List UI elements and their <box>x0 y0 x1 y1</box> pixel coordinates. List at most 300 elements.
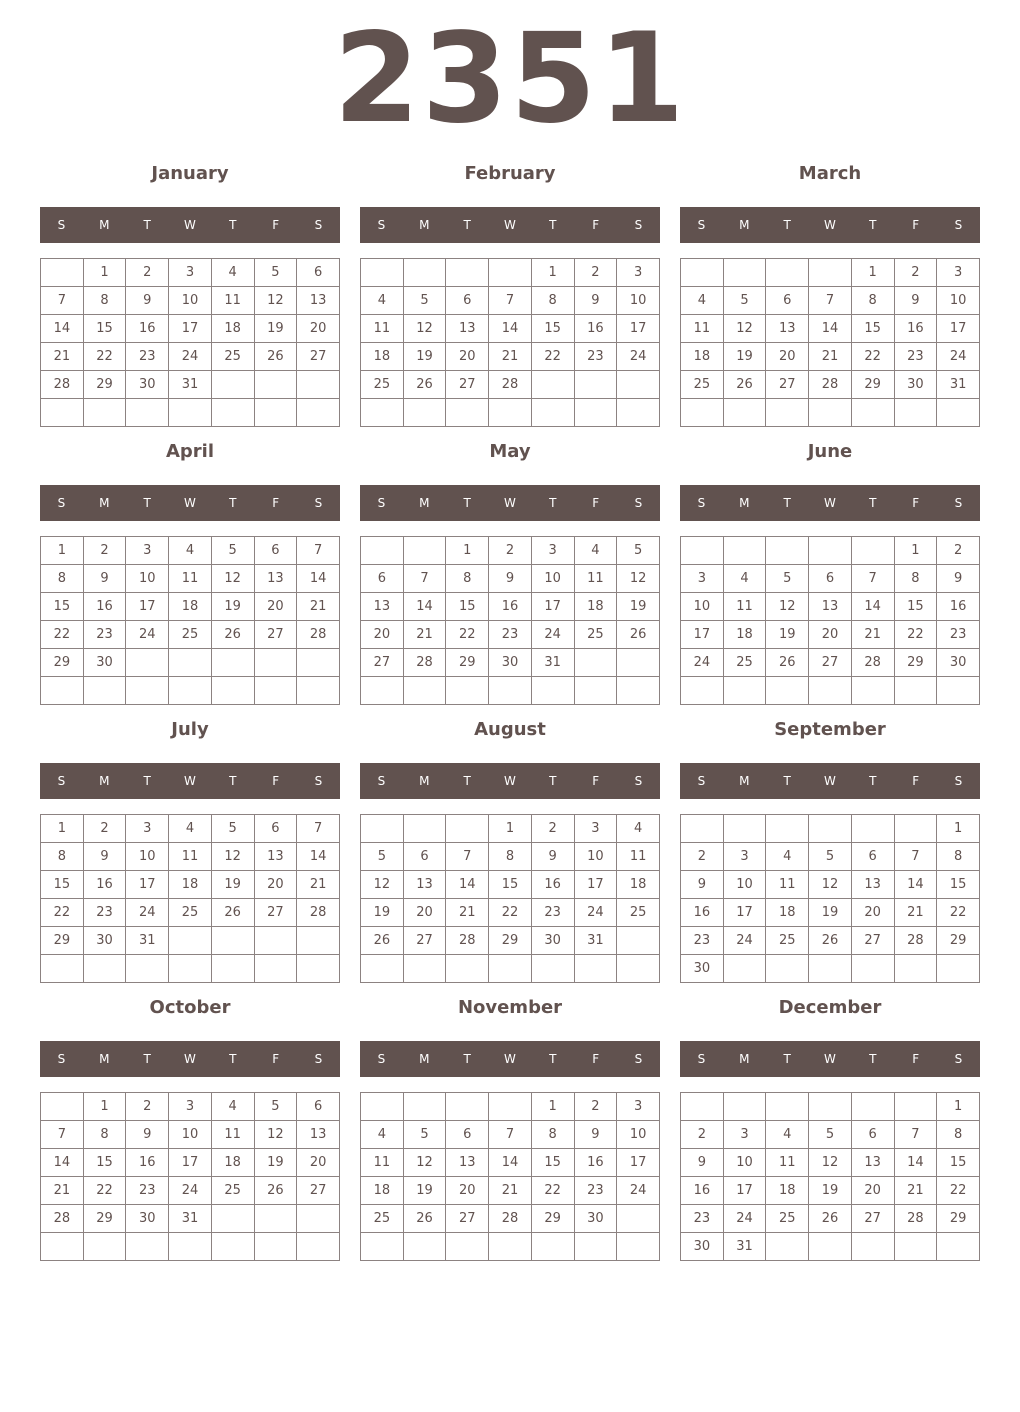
day-cell: 22 <box>83 343 126 371</box>
weekday-label: F <box>912 496 920 510</box>
weekday-label: S <box>377 1052 386 1066</box>
day-cell: 25 <box>723 649 766 677</box>
empty-day-cell <box>894 1233 937 1261</box>
day-cell: 6 <box>809 565 852 593</box>
day-cell: 1 <box>446 537 489 565</box>
empty-day-cell <box>254 677 297 705</box>
week-row <box>681 287 980 315</box>
day-cell: 22 <box>937 1177 980 1205</box>
day-cell: 2 <box>574 259 617 287</box>
empty-day-cell <box>211 1233 254 1261</box>
weekday-label: S <box>954 496 963 510</box>
day-cell: 29 <box>41 927 84 955</box>
empty-day-cell <box>894 677 937 705</box>
day-cell: 6 <box>254 815 297 843</box>
day-cell: 10 <box>617 287 660 315</box>
day-cell: 11 <box>361 1149 404 1177</box>
month-june <box>680 436 980 714</box>
month-title: September <box>774 719 886 740</box>
day-cell: 30 <box>681 955 724 983</box>
week-row <box>681 537 980 565</box>
week-row <box>681 1121 980 1149</box>
month-may <box>360 436 660 714</box>
day-cell: 26 <box>361 927 404 955</box>
empty-day-cell <box>766 1093 809 1121</box>
day-cell: 13 <box>809 593 852 621</box>
day-cell: 5 <box>809 843 852 871</box>
weekday-label: M <box>739 218 750 232</box>
week-row <box>41 843 340 871</box>
empty-day-cell <box>937 1233 980 1261</box>
week-row <box>681 315 980 343</box>
day-cell: 15 <box>531 1149 574 1177</box>
week-row <box>681 593 980 621</box>
day-cell: 26 <box>254 343 297 371</box>
empty-day-cell <box>403 1233 446 1261</box>
weekday-label: S <box>954 1052 963 1066</box>
empty-day-cell <box>681 537 724 565</box>
day-cell: 15 <box>489 871 532 899</box>
empty-day-cell <box>297 649 340 677</box>
week-row <box>41 343 340 371</box>
day-cell: 9 <box>937 565 980 593</box>
day-cell: 8 <box>851 287 894 315</box>
day-cell: 23 <box>126 343 169 371</box>
day-cell: 11 <box>361 315 404 343</box>
day-cell: 11 <box>169 843 212 871</box>
empty-day-cell <box>169 1233 212 1261</box>
day-cell: 4 <box>361 1121 404 1149</box>
day-cell: 26 <box>809 927 852 955</box>
day-cell: 8 <box>894 565 937 593</box>
week-row <box>41 1149 340 1177</box>
day-cell: 17 <box>681 621 724 649</box>
day-cell: 25 <box>361 1205 404 1233</box>
empty-day-cell <box>403 815 446 843</box>
day-cell: 13 <box>446 315 489 343</box>
day-cell: 1 <box>41 537 84 565</box>
day-cell: 7 <box>809 287 852 315</box>
empty-day-cell <box>403 1093 446 1121</box>
weekday-label: W <box>504 218 516 232</box>
weekday-label: S <box>377 218 386 232</box>
day-grid <box>360 814 660 983</box>
empty-day-cell <box>809 1093 852 1121</box>
day-cell: 10 <box>169 287 212 315</box>
day-cell: 30 <box>489 649 532 677</box>
day-cell: 18 <box>617 871 660 899</box>
empty-day-cell <box>531 371 574 399</box>
day-cell: 24 <box>531 621 574 649</box>
empty-day-cell <box>531 1233 574 1261</box>
day-cell: 16 <box>126 315 169 343</box>
day-cell: 7 <box>489 1121 532 1149</box>
week-row <box>41 1205 340 1233</box>
week-row <box>681 399 980 427</box>
day-cell: 3 <box>169 259 212 287</box>
weekday-label: T <box>549 218 557 232</box>
day-cell: 21 <box>41 1177 84 1205</box>
empty-day-cell <box>937 677 980 705</box>
week-row <box>361 371 660 399</box>
day-cell: 14 <box>297 565 340 593</box>
week-row <box>681 343 980 371</box>
empty-day-cell <box>574 399 617 427</box>
day-cell: 8 <box>83 1121 126 1149</box>
empty-day-cell <box>531 399 574 427</box>
day-cell: 23 <box>531 899 574 927</box>
week-row <box>361 565 660 593</box>
day-cell: 5 <box>403 1121 446 1149</box>
week-row <box>41 927 340 955</box>
day-cell: 1 <box>851 259 894 287</box>
month-february <box>360 158 660 436</box>
day-cell: 21 <box>809 343 852 371</box>
day-cell: 30 <box>126 371 169 399</box>
day-cell: 1 <box>937 1093 980 1121</box>
weekday-label: F <box>272 496 280 510</box>
day-cell: 3 <box>169 1093 212 1121</box>
day-cell: 20 <box>254 593 297 621</box>
day-cell: 4 <box>211 259 254 287</box>
day-cell: 20 <box>851 1177 894 1205</box>
empty-day-cell <box>617 1233 660 1261</box>
empty-day-cell <box>254 399 297 427</box>
day-cell: 2 <box>531 815 574 843</box>
empty-day-cell <box>254 371 297 399</box>
empty-day-cell <box>169 677 212 705</box>
empty-day-cell <box>809 259 852 287</box>
day-cell: 14 <box>894 1149 937 1177</box>
day-cell: 3 <box>617 1093 660 1121</box>
day-cell: 2 <box>489 537 532 565</box>
day-cell: 17 <box>169 315 212 343</box>
weekday-label: S <box>634 1052 643 1066</box>
day-cell: 22 <box>489 899 532 927</box>
day-cell: 21 <box>489 1177 532 1205</box>
day-cell: 19 <box>361 899 404 927</box>
empty-day-cell <box>809 537 852 565</box>
empty-day-cell <box>254 927 297 955</box>
month-title: July <box>171 719 209 740</box>
empty-day-cell <box>361 815 404 843</box>
day-cell: 27 <box>851 1205 894 1233</box>
empty-day-cell <box>446 815 489 843</box>
day-cell: 19 <box>766 621 809 649</box>
day-cell: 15 <box>41 871 84 899</box>
day-cell: 24 <box>681 649 724 677</box>
empty-day-cell <box>211 927 254 955</box>
weekday-label: T <box>783 1052 791 1066</box>
day-cell: 22 <box>83 1177 126 1205</box>
day-cell: 8 <box>41 565 84 593</box>
empty-day-cell <box>446 677 489 705</box>
day-cell: 27 <box>297 1177 340 1205</box>
day-cell: 23 <box>83 621 126 649</box>
weekday-label: W <box>184 496 196 510</box>
day-cell: 7 <box>297 537 340 565</box>
week-row <box>361 815 660 843</box>
day-cell: 27 <box>297 343 340 371</box>
weekday-label: F <box>912 218 920 232</box>
day-grid <box>40 814 340 983</box>
day-cell: 1 <box>83 1093 126 1121</box>
day-cell: 2 <box>574 1093 617 1121</box>
week-row <box>41 677 340 705</box>
empty-day-cell <box>723 537 766 565</box>
day-cell: 12 <box>809 1149 852 1177</box>
day-cell: 11 <box>766 1149 809 1177</box>
week-row <box>681 1233 980 1261</box>
day-cell: 16 <box>83 593 126 621</box>
week-row <box>361 955 660 983</box>
empty-day-cell <box>723 259 766 287</box>
day-cell: 21 <box>851 621 894 649</box>
month-november <box>360 992 660 1270</box>
day-cell: 5 <box>766 565 809 593</box>
day-cell: 9 <box>531 843 574 871</box>
month-december <box>680 992 980 1270</box>
empty-day-cell <box>851 399 894 427</box>
empty-day-cell <box>574 371 617 399</box>
weekday-label: W <box>504 496 516 510</box>
day-cell: 7 <box>489 287 532 315</box>
day-cell: 11 <box>617 843 660 871</box>
empty-day-cell <box>297 927 340 955</box>
weekday-label: F <box>592 218 600 232</box>
empty-day-cell <box>766 399 809 427</box>
empty-day-cell <box>41 399 84 427</box>
day-cell: 22 <box>446 621 489 649</box>
day-cell: 30 <box>574 1205 617 1233</box>
day-cell: 9 <box>126 1121 169 1149</box>
day-cell: 23 <box>937 621 980 649</box>
weekday-label: M <box>739 496 750 510</box>
week-row <box>681 1149 980 1177</box>
day-cell: 27 <box>446 1205 489 1233</box>
empty-day-cell <box>254 955 297 983</box>
day-cell: 8 <box>531 287 574 315</box>
day-cell: 10 <box>723 871 766 899</box>
empty-day-cell <box>126 677 169 705</box>
day-cell: 2 <box>681 1121 724 1149</box>
weekday-label: F <box>912 1052 920 1066</box>
empty-day-cell <box>254 649 297 677</box>
day-cell: 20 <box>809 621 852 649</box>
week-row <box>361 399 660 427</box>
weekday-header <box>40 207 340 243</box>
day-cell: 30 <box>937 649 980 677</box>
day-cell: 16 <box>574 315 617 343</box>
day-cell: 4 <box>169 537 212 565</box>
week-row <box>361 537 660 565</box>
day-cell: 12 <box>617 565 660 593</box>
week-row <box>361 1149 660 1177</box>
day-grid <box>40 258 340 427</box>
empty-day-cell <box>211 371 254 399</box>
day-cell: 17 <box>617 315 660 343</box>
month-september <box>680 714 980 992</box>
day-cell: 21 <box>41 343 84 371</box>
day-cell: 31 <box>723 1233 766 1261</box>
week-row <box>41 649 340 677</box>
day-cell: 30 <box>126 1205 169 1233</box>
empty-day-cell <box>681 1093 724 1121</box>
week-row <box>41 899 340 927</box>
week-row <box>361 343 660 371</box>
day-cell: 10 <box>723 1149 766 1177</box>
day-cell: 29 <box>894 649 937 677</box>
empty-day-cell <box>937 399 980 427</box>
day-cell: 3 <box>126 537 169 565</box>
weekday-label: M <box>739 774 750 788</box>
day-cell: 21 <box>446 899 489 927</box>
empty-day-cell <box>723 815 766 843</box>
empty-day-cell <box>489 677 532 705</box>
day-cell: 4 <box>211 1093 254 1121</box>
day-cell: 27 <box>361 649 404 677</box>
empty-day-cell <box>83 677 126 705</box>
day-cell: 17 <box>169 1149 212 1177</box>
weekday-label: T <box>143 496 151 510</box>
empty-day-cell <box>489 399 532 427</box>
day-cell: 10 <box>169 1121 212 1149</box>
day-cell: 5 <box>809 1121 852 1149</box>
day-grid <box>360 258 660 427</box>
day-cell: 19 <box>254 1149 297 1177</box>
empty-day-cell <box>126 649 169 677</box>
day-cell: 18 <box>574 593 617 621</box>
weekday-label: T <box>783 774 791 788</box>
day-cell: 11 <box>211 287 254 315</box>
week-row <box>41 593 340 621</box>
week-row <box>41 399 340 427</box>
empty-day-cell <box>403 537 446 565</box>
day-cell: 7 <box>446 843 489 871</box>
empty-day-cell <box>297 371 340 399</box>
empty-day-cell <box>489 1233 532 1261</box>
week-row <box>41 871 340 899</box>
year-title: 2351 <box>333 7 687 151</box>
day-cell: 1 <box>83 259 126 287</box>
week-row <box>41 1093 340 1121</box>
day-cell: 30 <box>531 927 574 955</box>
week-row <box>361 1205 660 1233</box>
day-cell: 26 <box>723 371 766 399</box>
weekday-label: S <box>377 774 386 788</box>
weekday-label: S <box>57 218 66 232</box>
day-cell: 14 <box>489 315 532 343</box>
day-cell: 3 <box>126 815 169 843</box>
day-cell: 1 <box>489 815 532 843</box>
weekday-label: S <box>954 218 963 232</box>
day-cell: 2 <box>126 259 169 287</box>
day-cell: 22 <box>894 621 937 649</box>
weekday-label: T <box>783 496 791 510</box>
empty-day-cell <box>41 1093 84 1121</box>
day-cell: 28 <box>489 1205 532 1233</box>
day-cell: 12 <box>723 315 766 343</box>
empty-day-cell <box>766 955 809 983</box>
day-cell: 30 <box>681 1233 724 1261</box>
day-cell: 28 <box>403 649 446 677</box>
day-cell: 14 <box>489 1149 532 1177</box>
empty-day-cell <box>211 677 254 705</box>
empty-day-cell <box>574 955 617 983</box>
weekday-header <box>40 763 340 799</box>
weekday-label: S <box>314 496 323 510</box>
weekday-label: W <box>824 1052 836 1066</box>
weekday-label: T <box>869 774 877 788</box>
day-cell: 9 <box>574 1121 617 1149</box>
weekday-label: W <box>184 218 196 232</box>
day-cell: 6 <box>851 1121 894 1149</box>
week-row <box>361 1233 660 1261</box>
empty-day-cell <box>809 815 852 843</box>
week-row <box>361 315 660 343</box>
day-cell: 30 <box>894 371 937 399</box>
empty-day-cell <box>574 1233 617 1261</box>
empty-day-cell <box>83 399 126 427</box>
empty-day-cell <box>617 677 660 705</box>
empty-day-cell <box>361 537 404 565</box>
day-cell: 1 <box>894 537 937 565</box>
weekday-label: T <box>549 1052 557 1066</box>
day-grid <box>680 258 980 427</box>
day-cell: 20 <box>851 899 894 927</box>
weekday-label: S <box>697 774 706 788</box>
weekday-label: W <box>824 218 836 232</box>
empty-day-cell <box>531 955 574 983</box>
day-cell: 3 <box>937 259 980 287</box>
day-cell: 5 <box>723 287 766 315</box>
empty-day-cell <box>766 677 809 705</box>
week-row <box>41 371 340 399</box>
weekday-label: F <box>592 496 600 510</box>
empty-day-cell <box>766 815 809 843</box>
day-cell: 12 <box>403 1149 446 1177</box>
day-cell: 23 <box>894 343 937 371</box>
day-cell: 20 <box>361 621 404 649</box>
day-cell: 15 <box>937 1149 980 1177</box>
day-cell: 7 <box>297 815 340 843</box>
day-cell: 23 <box>126 1177 169 1205</box>
week-row <box>681 955 980 983</box>
day-cell: 13 <box>766 315 809 343</box>
empty-day-cell <box>361 677 404 705</box>
day-cell: 19 <box>809 899 852 927</box>
day-cell: 29 <box>446 649 489 677</box>
day-cell: 2 <box>937 537 980 565</box>
weekday-label: T <box>229 218 237 232</box>
weekday-header <box>360 1041 660 1077</box>
day-cell: 19 <box>403 343 446 371</box>
day-cell: 4 <box>766 843 809 871</box>
day-cell: 28 <box>297 899 340 927</box>
day-cell: 5 <box>617 537 660 565</box>
day-cell: 9 <box>489 565 532 593</box>
weekday-label: M <box>99 1052 110 1066</box>
day-cell: 24 <box>723 927 766 955</box>
empty-day-cell <box>361 955 404 983</box>
week-row <box>361 899 660 927</box>
weekday-label: S <box>314 774 323 788</box>
day-cell: 8 <box>489 843 532 871</box>
day-cell: 10 <box>681 593 724 621</box>
empty-day-cell <box>617 649 660 677</box>
day-cell: 9 <box>83 843 126 871</box>
day-cell: 24 <box>169 1177 212 1205</box>
